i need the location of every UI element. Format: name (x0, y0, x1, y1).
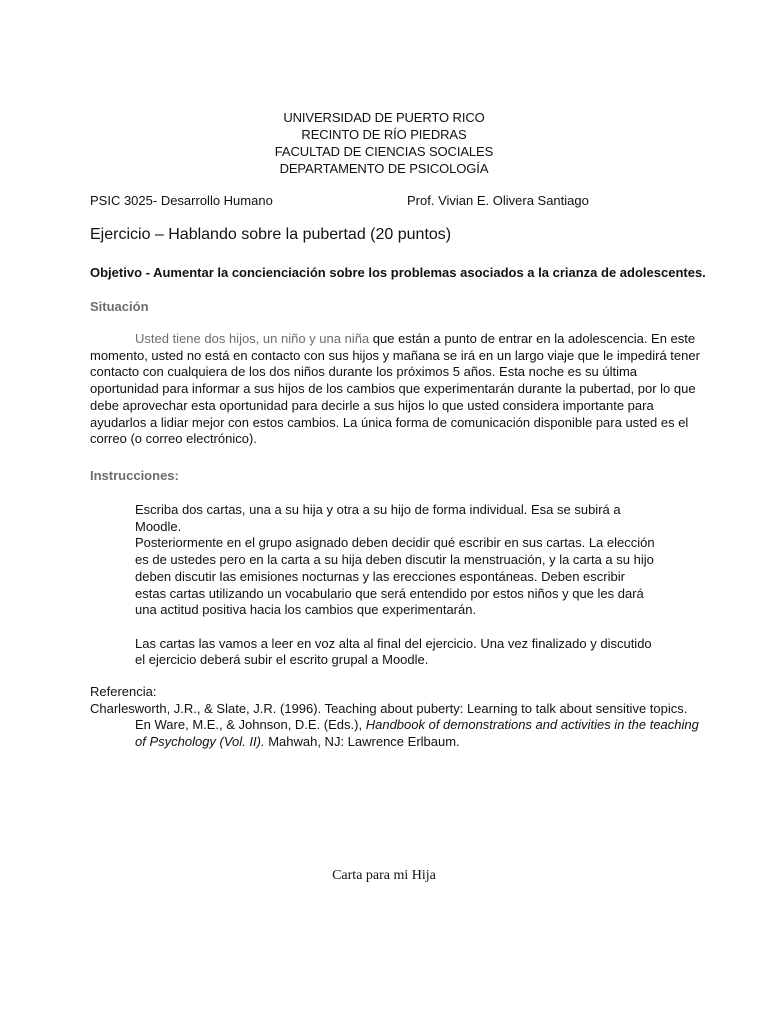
instruction-line: Las cartas las vamos a leer en voz alta al final del ejercicio. Una vez finalizado y discutido (135, 635, 652, 651)
header-line-department: DEPARTAMENTO DE PSICOLOGÍA (279, 161, 489, 176)
header-line-faculty: FACULTAD DE CIENCIAS SOCIALES (274, 144, 494, 159)
referencia-line-3 (90, 734, 710, 751)
instruction-line: deben discutir las emisiones nocturnas y las erecciones espontáneas. Deben escribir (135, 568, 625, 584)
situacion-line: momento, usted no está en contacto con sus hijos y mañana se irá en un largo viaje que le impedirá tener (90, 347, 700, 363)
instruction-line: estas cartas utilizando un vocabulario que será entendido por estos niños y que les dará (135, 585, 644, 601)
referencia-publisher: Mahwah, NJ: Lawrence Erlbaum. (264, 734, 460, 750)
paragraph-gap (135, 619, 695, 636)
instruction-line: Posteriormente en el grupo asignado deben decidir qué escribir en sus cartas. La elección (135, 535, 655, 551)
instrucciones-heading: Instrucciones: (90, 468, 179, 483)
referencia-block (90, 684, 710, 751)
situacion-line: debe aprovechar esta oportunidad para decirle a sus hijos lo que usted considera importante para (90, 397, 654, 413)
instruction-line: el ejercicio deberá subir el escrito grupal a Moodle. (135, 652, 429, 668)
referencia-line-2-plain: En Ware, M.E., & Johnson, D.E. (Eds.), (135, 717, 366, 733)
professor-name: Prof. Vivian E. Olivera Santiago (407, 193, 589, 208)
instruction-line: Moodle. (135, 518, 182, 534)
situacion-paragraph (90, 331, 700, 448)
header-line-university: UNIVERSIDAD DE PUERTO RICO (283, 110, 485, 125)
situacion-line: contacto con cualquiera de los dos niños durante los próximos 5 años. Esta noche es su última (90, 364, 638, 380)
letter-title: Carta para mi Hija (332, 868, 436, 883)
referencia-line-2 (90, 717, 710, 734)
course-name: PSIC 3025- Desarrollo Humano (90, 193, 273, 208)
situacion-heading: Situación (90, 299, 149, 314)
header-line-campus: RECINTO DE RÍO PIEDRAS (301, 127, 467, 142)
instruction-line: es de ustedes pero en la carta a su hija deben discutir la menstruación, y la carta a su hijo (135, 552, 654, 568)
situacion-line: ayudarlos a lidiar mejor con estos cambios. La única forma de comunicación disponible para usted es el (90, 414, 689, 430)
exercise-title: Ejercicio – Hablando sobre la pubertad (20 puntos) (90, 226, 452, 243)
instruction-line: una actitud positiva hacia los cambios que experimentarán. (135, 602, 477, 618)
referencia-book-title-cont: of Psychology (Vol. II). (135, 734, 265, 750)
situacion-line-first-rest: que están a punto de entrar en la adolescencia. En este (369, 331, 696, 346)
university-header (0, 109, 768, 177)
situacion-lead: Usted tiene dos hijos, un niño y una niña (135, 331, 370, 346)
objective-text: Objetivo - Aumentar la concienciación sobre los problemas asociados a la crianza de adolescentes. (90, 265, 706, 280)
referencia-line-1: Charlesworth, J.R., & Slate, J.R. (1996). Teaching about puberty: Learning to talk about sensitive topics. (90, 700, 688, 716)
referencia-label: Referencia: (90, 684, 157, 699)
situacion-line-first (90, 331, 696, 348)
instrucciones-body (135, 502, 695, 669)
referencia-book-title: Handbook of demonstrations and activities in the teaching (365, 717, 699, 733)
situacion-line: oportunidad para informar a sus hijos de los cambios que experimentarán durante la pubertad, por lo que (90, 381, 696, 397)
situacion-line: correo (o correo electrónico). (90, 431, 257, 447)
instruction-line: Escriba dos cartas, una a su hija y otra a su hijo de forma individual. Esa se subirá a (135, 502, 621, 517)
